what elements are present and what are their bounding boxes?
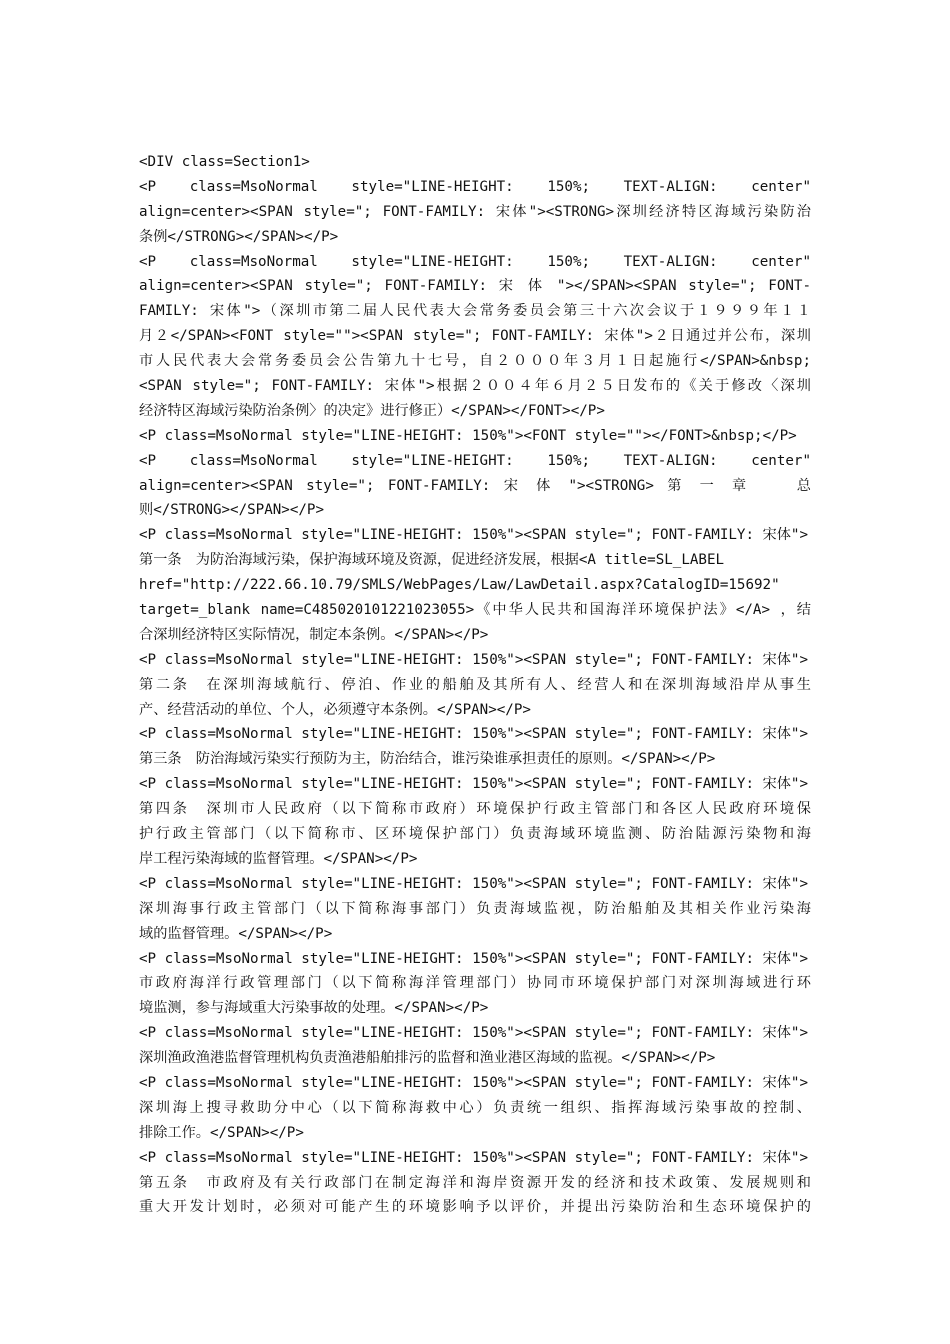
document-line: <P class=MsoNormal style="LINE-HEIGHT: 150%; TEXT-ALIGN: center" <box>139 178 811 195</box>
document-line: <P class=MsoNormal style="LINE-HEIGHT: 150%"><SPAN style="; FONT-FAMILY: 宋体"> <box>139 1025 808 1042</box>
document-line: 重大开发计划时，必须对可能产生的环境影响予以评价，并提出污染防治和生态环境保护的 <box>139 1199 811 1216</box>
document-line: <P class=MsoNormal style="LINE-HEIGHT: 150%; TEXT-ALIGN: center" <box>139 452 811 469</box>
document-line: <P class=MsoNormal style="LINE-HEIGHT: 150%"><SPAN style="; FONT-FAMILY: 宋体"> <box>139 651 808 668</box>
document-line: <P class=MsoNormal style="LINE-HEIGHT: 150%"><SPAN style="; FONT-FAMILY: 宋体"> <box>139 1149 808 1166</box>
document-line: href="http://222.66.10.79/SMLS/WebPages/Law/LawDetail.aspx?CatalogID=15692" <box>139 577 780 594</box>
document-line: 第一条 为防治海域污染，保护海域环境及资源，促进经济发展，根据<A title=SL_LABEL <box>139 552 725 569</box>
document-line: 经济特区海域污染防治条例〉的决定》进行修正）</SPAN></FONT></P> <box>139 402 605 419</box>
document-line: 市政府海洋行政管理部门（以下简称海洋管理部门）协同市环境保护部门对深圳海域进行环 <box>139 975 811 992</box>
document-line: <DIV class=Section1> <box>139 154 310 170</box>
document-line: 第二条 在深圳海域航行、停泊、作业的船舶及其所有人、经营人和在深圳海域沿岸从事生 <box>139 676 811 693</box>
document-line: 排除工作。</SPAN></P> <box>139 1124 304 1141</box>
document-line: 则</STRONG></SPAN></P> <box>139 502 325 519</box>
document-line: <P class=MsoNormal style="LINE-HEIGHT: 150%"><SPAN style="; FONT-FAMILY: 宋体"> <box>139 875 808 892</box>
document-line: <P class=MsoNormal style="LINE-HEIGHT: 150%"><FONT style=""></FONT>&nbsp;</P> <box>139 427 797 444</box>
document-line: 深圳海上搜寻救助分中心（以下简称海救中心）负责统一组织、指挥海域污染事故的控制、 <box>139 1099 811 1116</box>
document-line: 市人民代表大会常务委员会公告第九十七号，自２０００年３月１日起施行</SPAN>&nbsp; <box>139 353 811 370</box>
document-line: 境监测，参与海域重大污染事故的处理。</SPAN></P> <box>139 1000 489 1017</box>
document-line: 产、经营活动的单位、个人，必须遵守本条例。</SPAN></P> <box>139 701 531 718</box>
document-line: <P class=MsoNormal style="LINE-HEIGHT: 150%"><SPAN style="; FONT-FAMILY: 宋体"> <box>139 726 808 743</box>
document-line: target=_blank name=C485020101221023055>《中华人民共和国海洋环境保护法》</A> ，结 <box>139 602 811 619</box>
document-line: <P class=MsoNormal style="LINE-HEIGHT: 150%"><SPAN style="; FONT-FAMILY: 宋体"> <box>139 776 808 793</box>
document-line: <P class=MsoNormal style="LINE-HEIGHT: 150%"><SPAN style="; FONT-FAMILY: 宋体"> <box>139 527 808 544</box>
document-line: 域的监督管理。</SPAN></P> <box>139 925 333 942</box>
document-line: align=center><SPAN style="; FONT-FAMILY: 宋体"><STRONG>深圳经济特区海域污染防治 <box>139 203 811 220</box>
document-line: 深圳渔政渔港监督管理机构负责渔港船舶排污的监督和渔业港区海域的监视。</SPAN></P> <box>139 1050 716 1067</box>
document-line: <P class=MsoNormal style="LINE-HEIGHT: 150%"><SPAN style="; FONT-FAMILY: 宋体"> <box>139 1074 808 1091</box>
document-body <box>139 150 811 1220</box>
document-line: 月２</SPAN><FONT style=""><SPAN style="; FONT-FAMILY: 宋体">２日通过并公布，深圳 <box>139 328 811 345</box>
document-line: align=center><SPAN style="; FONT-FAMILY: 宋 体 "><STRONG> 第 一 章 总 <box>139 477 811 494</box>
document-line: 第五条 市政府及有关行政部门在制定海洋和海岸资源开发的经济和技术政策、发展规则和 <box>139 1174 811 1191</box>
document-line: <SPAN style="; FONT-FAMILY: 宋体">根据２００４年６月２５日发布的《关于修改〈深圳 <box>139 378 811 395</box>
document-line: 第三条 防治海域污染实行预防为主，防治结合，谁污染谁承担责任的原则。</SPAN></P> <box>139 751 716 768</box>
document-line: <P class=MsoNormal style="LINE-HEIGHT: 150%"><SPAN style="; FONT-FAMILY: 宋体"> <box>139 950 808 967</box>
document-line: 合深圳经济特区实际情况，制定本条例。</SPAN></P> <box>139 626 489 643</box>
document-line: 护行政主管部门（以下简称市、区环境保护部门）负责海域环境监测、防治陆源污染物和海 <box>139 826 811 843</box>
document-line: 第四条 深圳市人民政府（以下简称市政府）环境保护行政主管部门和各区人民政府环境保 <box>139 801 811 818</box>
document-line: align=center><SPAN style="; FONT-FAMILY: 宋 体 "></SPAN><SPAN style="; FONT- <box>139 278 811 295</box>
document-line: 深圳海事行政主管部门（以下简称海事部门）负责海域监视，防治船舶及其相关作业污染海 <box>139 900 811 917</box>
document-line: FAMILY: 宋体">（深圳市第二届人民代表大会常务委员会第三十六次会议于１９９９年１１ <box>139 303 811 320</box>
document-line: <P class=MsoNormal style="LINE-HEIGHT: 150%; TEXT-ALIGN: center" <box>139 253 811 270</box>
document-line: 岸工程污染海域的监督管理。</SPAN></P> <box>139 850 418 867</box>
document-line: 条例</STRONG></SPAN></P> <box>139 228 339 245</box>
